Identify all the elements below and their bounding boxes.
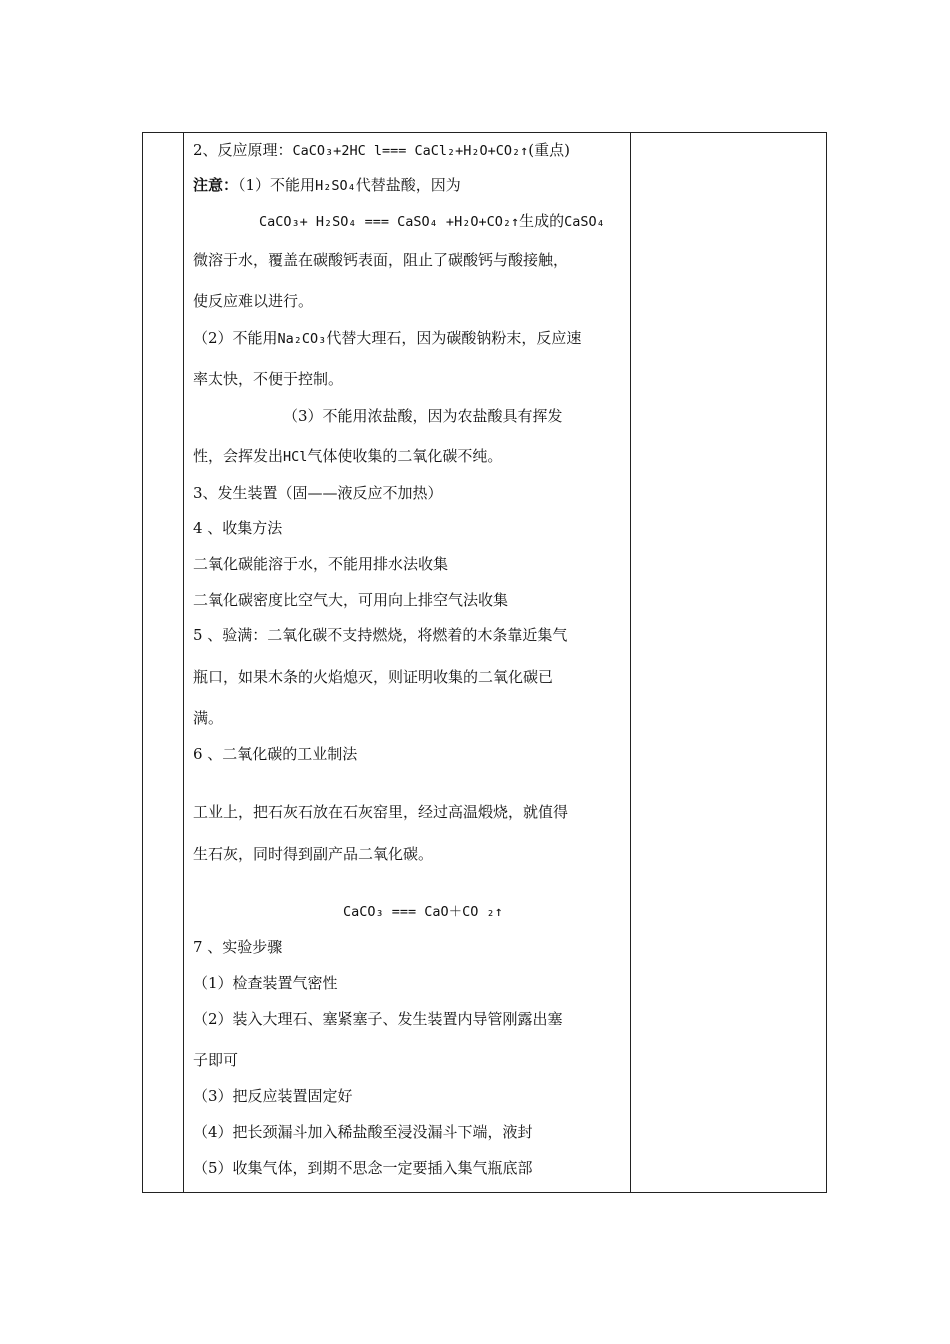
step-item: （4）把长颈漏斗加入稀盐酸至浸没漏斗下端，液封 bbox=[193, 1123, 533, 1141]
formula: Na₂CO₃ bbox=[277, 331, 327, 347]
reaction-principle bbox=[193, 140, 570, 161]
paragraph-line: 二氧化碳能溶于水，不能用排水法收集 bbox=[193, 555, 449, 573]
paragraph-line: 率太快，不便于控制。 bbox=[193, 370, 344, 388]
text: 性，会挥发出 bbox=[193, 447, 284, 465]
section-heading: 5 、验满：二氧化碳不支持燃烧，将燃着的木条靠近集气 bbox=[193, 626, 568, 644]
column-divider bbox=[183, 133, 184, 1192]
paragraph-line: 使反应难以进行。 bbox=[193, 292, 314, 310]
column-divider bbox=[630, 133, 631, 1192]
sulfuric-equation bbox=[259, 211, 605, 232]
paragraph-line: （3）不能用浓盐酸，因为农盐酸具有挥发 bbox=[283, 407, 563, 425]
paragraph-line bbox=[193, 328, 581, 349]
paragraph-line: 微溶于水，覆盖在碳酸钙表面，阻止了碳酸钙与酸接触， bbox=[193, 251, 569, 269]
paragraph-line: 满。 bbox=[193, 709, 224, 727]
step-item: （5）收集气体，到期不思念一定要插入集气瓶底部 bbox=[193, 1159, 533, 1177]
note-line bbox=[193, 175, 461, 196]
paragraph-line: 工业上，把石灰石放在石灰窑里，经过高温煅烧，就值得 bbox=[193, 803, 569, 821]
lesson-table bbox=[142, 132, 827, 1193]
text: 2、反应原理： bbox=[193, 141, 293, 159]
section-heading: 6 、二氧化碳的工业制法 bbox=[193, 745, 358, 763]
step-item: （2）装入大理石、塞紧塞子、发生装置内导管刚露出塞 bbox=[193, 1010, 563, 1028]
formula: CaCO₃+2HC l=== CaCl₂+H₂O+CO₂↑ bbox=[292, 143, 529, 159]
step-item: 子即可 bbox=[193, 1051, 239, 1069]
section-heading: 3、发生装置（固——液反应不加热） bbox=[193, 484, 443, 502]
text: 代替大理石，因为碳酸钠粉末，反应速 bbox=[326, 329, 582, 347]
text: 代替盐酸，因为 bbox=[355, 176, 461, 194]
step-item: （1）检查装置气密性 bbox=[193, 974, 338, 992]
text: (重点) bbox=[528, 141, 570, 159]
text: （2）不能用 bbox=[193, 329, 278, 347]
formula: HCl bbox=[283, 449, 308, 465]
formula: CaCO₃+ H₂SO₄ === CaSO₄ +H₂O+CO₂↑ bbox=[259, 214, 520, 230]
section-heading: 7 、实验步骤 bbox=[193, 938, 283, 956]
section-heading: 4 、收集方法 bbox=[193, 519, 283, 537]
step-item: （3）把反应装置固定好 bbox=[193, 1087, 353, 1105]
text: 气体使收集的二氧化碳不纯。 bbox=[307, 447, 503, 465]
formula: CaSO₄ bbox=[564, 214, 605, 230]
text: 生成的 bbox=[519, 212, 565, 230]
paragraph-line: 瓶口，如果木条的火焰熄灭，则证明收集的二氧化碳已 bbox=[193, 668, 554, 686]
paragraph-line bbox=[193, 446, 502, 467]
text: （1）不能用 bbox=[238, 176, 316, 194]
industrial-equation: CaCO₃ === CaO＋CO ₂↑ bbox=[343, 904, 503, 920]
formula: H₂SO₄ bbox=[315, 178, 356, 194]
paragraph-line: 生石灰，同时得到副产品二氧化碳。 bbox=[193, 845, 434, 863]
note-label: 注意： bbox=[193, 176, 239, 194]
paragraph-line: 二氧化碳密度比空气大，可用向上排空气法收集 bbox=[193, 591, 509, 609]
